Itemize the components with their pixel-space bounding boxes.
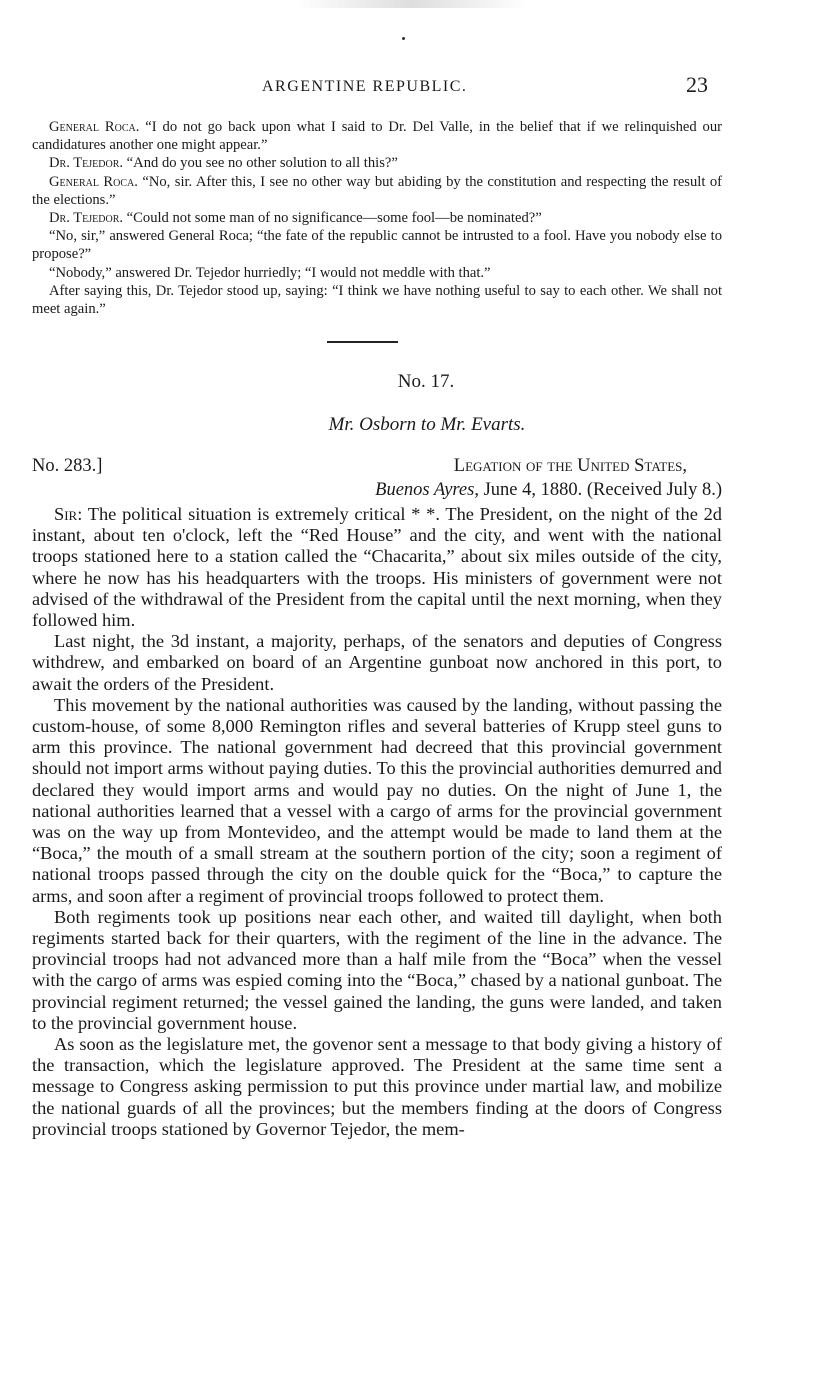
body-paragraph: As soon as the legislature met, the govenor sent a message to that body giving a history of the transaction, which the legislature approved. The President at the same time sent a message to Congress asking permission to put this province under martial law, and mobilize the national guards of all the provinces; but the members finding at the doors of Congress provincial troops stationed by Governor Tejedor, the mem-: [32, 1034, 722, 1139]
received-date: (Received July 8.): [586, 480, 722, 500]
dialogue-line: [32, 154, 722, 172]
despatch-header: [32, 456, 722, 504]
paragraph-text: The political situation is extremely critical * *. The President, on the night of the 2d instant, about ten o'clock, left the “Red House” and the city, and went with the national troops stationed here to a station called the “Chacarita,” about six miles outside of the city, where he now has his headquarters with the troops. His ministers of government were not advised of the withdrawal of the President from the capital until the next morning, when they followed him.: [32, 504, 722, 631]
document-subject: Mr. Osborn to Mr. Evarts.: [328, 414, 526, 435]
place: Buenos Ayres: [375, 480, 475, 500]
speaker: Dr. Tejedor.: [49, 155, 124, 172]
dialogue-line: [32, 264, 722, 282]
body-paragraph: Both regiments took up positions near each other, and waited till daylight, when both regiments started back for their quarters, with the regiment of the line in the advance. The provincial troops had not advanced more than a half mile from the “Boca” when the vessel with the cargo of arms was espied coming into the “Boca,” chased by a national gunboat. The provincial regiment returned; the vessel gained the landing, the guns were landed, and taken to the provincial government house.: [32, 906, 722, 1033]
despatch-body: [32, 504, 722, 1140]
document-number: No. 17.: [397, 371, 455, 392]
section-divider: [327, 341, 398, 343]
dialogue-text: After saying this, Dr. Tejedor stood up, saying: “I think we have nothing useful to say to each other. We shall not meet again.”: [32, 282, 722, 318]
dialogue-block: [32, 118, 722, 318]
salutation: Sir:: [54, 504, 83, 524]
dialogue-text: “Nobody,” answered Dr. Tejedor hurriedly; “I would not meddle with that.”: [49, 264, 491, 281]
speaker: Dr. Tejedor.: [49, 210, 124, 227]
dialogue-text: “No, sir,” answered General Roca; “the fate of the republic cannot be intrusted to a fool. Have you nobody else to propose?”: [32, 228, 722, 263]
date: , June 4, 1880.: [474, 480, 583, 500]
dialogue-text: “I do not go back upon what I said to Dr. Del Valle, in the belief that if we relinquished our candidatures another one might appear.”: [32, 119, 723, 154]
dialogue-line: [32, 118, 722, 154]
dialogue-text: “Could not some man of no significance—some fool—be nominated?”: [123, 210, 542, 227]
body-paragraph: Last night, the 3d instant, a majority, perhaps, of the senators and deputies of Congress withdrew, and embarked on board of an Argentine gunboat now anchored in this port, to await the orders of the President.: [32, 631, 722, 694]
scan-speck: [402, 37, 405, 40]
dialogue-line: [32, 173, 722, 209]
date-line: [375, 480, 722, 501]
body-paragraph: This movement by the national authorities was caused by the landing, without passing the custom-house, of some 8,000 Remington rifles and several batteries of Krupp steel guns to arm this province. The national government had decreed that this provincial government should not import arms without paying duties. To this the provincial authorities demurred and declared they would import arms and would pay no duties. On the night of June 1, the national authorities learned that a vessel with a cargo of arms for the provincial government was on the way up from Montevideo, and the attempt would be made to land them at the “Boca,” the mouth of a small stream at the southern portion of the city; soon a regiment of national troops passed through the city on the double quick for the “Boca,” to capture the arms, and soon after a regiment of provincial troops followed to protect them.: [32, 694, 722, 906]
scan-smudge: [296, 0, 528, 8]
dialogue-text: “And do you see no other solution to all this?”: [123, 155, 398, 172]
running-head: [0, 72, 832, 102]
despatch-number: No. 283.]: [32, 456, 103, 476]
running-title: ARGENTINE REPUBLIC.: [262, 78, 468, 95]
dialogue-line: [32, 227, 722, 263]
speaker: General Roca.: [49, 119, 140, 135]
dialogue-line: [32, 282, 722, 318]
dialogue-text: “No, sir. After this, I see no other way but abiding by the constitution and respecting the result of the elections.”: [32, 173, 722, 208]
speaker: General Roca.: [49, 173, 138, 190]
dialogue-line: [32, 209, 722, 227]
legation-line: Legation of the United States,: [453, 456, 687, 476]
page-number: 23: [686, 72, 708, 97]
body-paragraph: [32, 504, 722, 631]
